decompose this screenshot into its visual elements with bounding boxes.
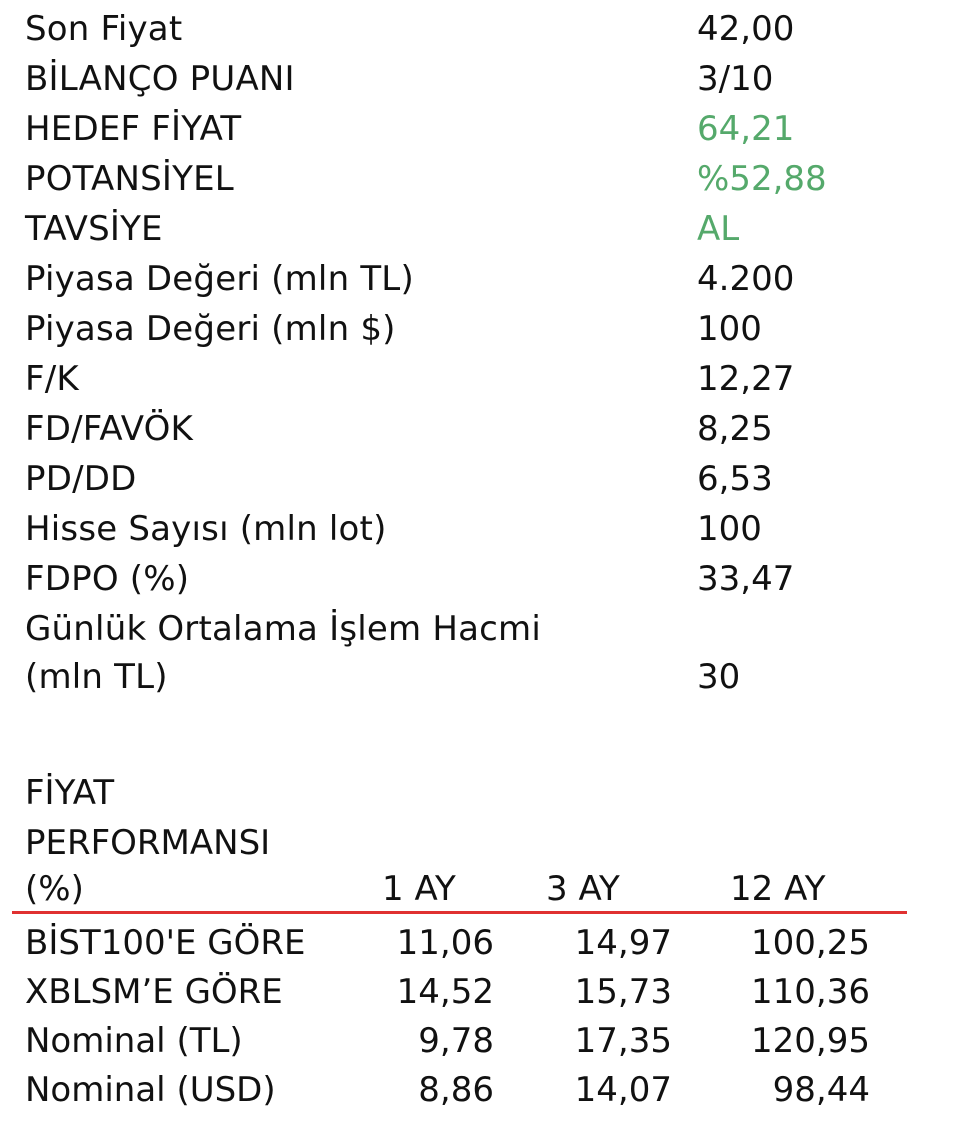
performance-cell: 14,07 xyxy=(574,1070,672,1110)
stat-label: Son Fiyat xyxy=(25,9,183,49)
stat-value-target-price: 64,21 xyxy=(697,109,795,149)
performance-cell: 120,95 xyxy=(751,1021,870,1061)
performance-title-line2: PERFORMANSI xyxy=(25,823,271,863)
stat-label: Piyasa Değeri (mln $) xyxy=(25,309,396,349)
performance-cell: 100,25 xyxy=(751,923,870,963)
stat-value: 33,47 xyxy=(697,559,795,599)
performance-cell: 14,52 xyxy=(396,972,494,1012)
stat-value: 100 xyxy=(697,309,762,349)
performance-row-label: BİST100'E GÖRE xyxy=(25,923,306,963)
header-divider xyxy=(12,911,907,914)
stat-label: PD/DD xyxy=(25,459,137,499)
stat-value: 12,27 xyxy=(697,359,795,399)
stat-value: 8,25 xyxy=(697,409,773,449)
stat-label: FDPO (%) xyxy=(25,559,190,599)
performance-cell: 110,36 xyxy=(751,972,870,1012)
stat-value: 3/10 xyxy=(697,59,774,99)
volume-label-line2: (mln TL) xyxy=(25,657,168,697)
column-header-12m: 12 AY xyxy=(730,869,826,909)
performance-cell: 8,86 xyxy=(418,1070,494,1110)
performance-cell: 15,73 xyxy=(574,972,672,1012)
stat-label: BİLANÇO PUANI xyxy=(25,59,295,99)
stat-label: HEDEF FİYAT xyxy=(25,109,242,149)
performance-cell: 14,97 xyxy=(574,923,672,963)
performance-row-label: XBLSM’E GÖRE xyxy=(25,972,283,1012)
volume-label-line1: Günlük Ortalama İşlem Hacmi xyxy=(25,609,541,649)
performance-cell: 9,78 xyxy=(418,1021,494,1061)
performance-title-line1: FİYAT xyxy=(25,773,115,813)
performance-row-label: Nominal (TL) xyxy=(25,1021,243,1061)
stat-value: 42,00 xyxy=(697,9,795,49)
stat-value-potential: %52,88 xyxy=(697,159,827,199)
stat-value: 6,53 xyxy=(697,459,773,499)
stat-label: TAVSİYE xyxy=(25,209,163,249)
stat-value: 100 xyxy=(697,509,762,549)
performance-cell: 11,06 xyxy=(396,923,494,963)
column-header-1m: 1 AY xyxy=(382,869,456,909)
stat-label: FD/FAVÖK xyxy=(25,409,194,449)
stat-value-recommendation: AL xyxy=(697,209,740,249)
performance-cell: 98,44 xyxy=(772,1070,870,1110)
volume-value: 30 xyxy=(697,657,741,697)
stat-label: Hisse Sayısı (mln lot) xyxy=(25,509,387,549)
performance-title-line3: (%) xyxy=(25,869,84,909)
performance-cell: 17,35 xyxy=(574,1021,672,1061)
stat-label: F/K xyxy=(25,359,79,399)
column-header-3m: 3 AY xyxy=(546,869,620,909)
stat-label: Piyasa Değeri (mln TL) xyxy=(25,259,414,299)
stat-label: POTANSİYEL xyxy=(25,159,234,199)
stat-value: 4.200 xyxy=(697,259,795,299)
performance-row-label: Nominal (USD) xyxy=(25,1070,276,1110)
